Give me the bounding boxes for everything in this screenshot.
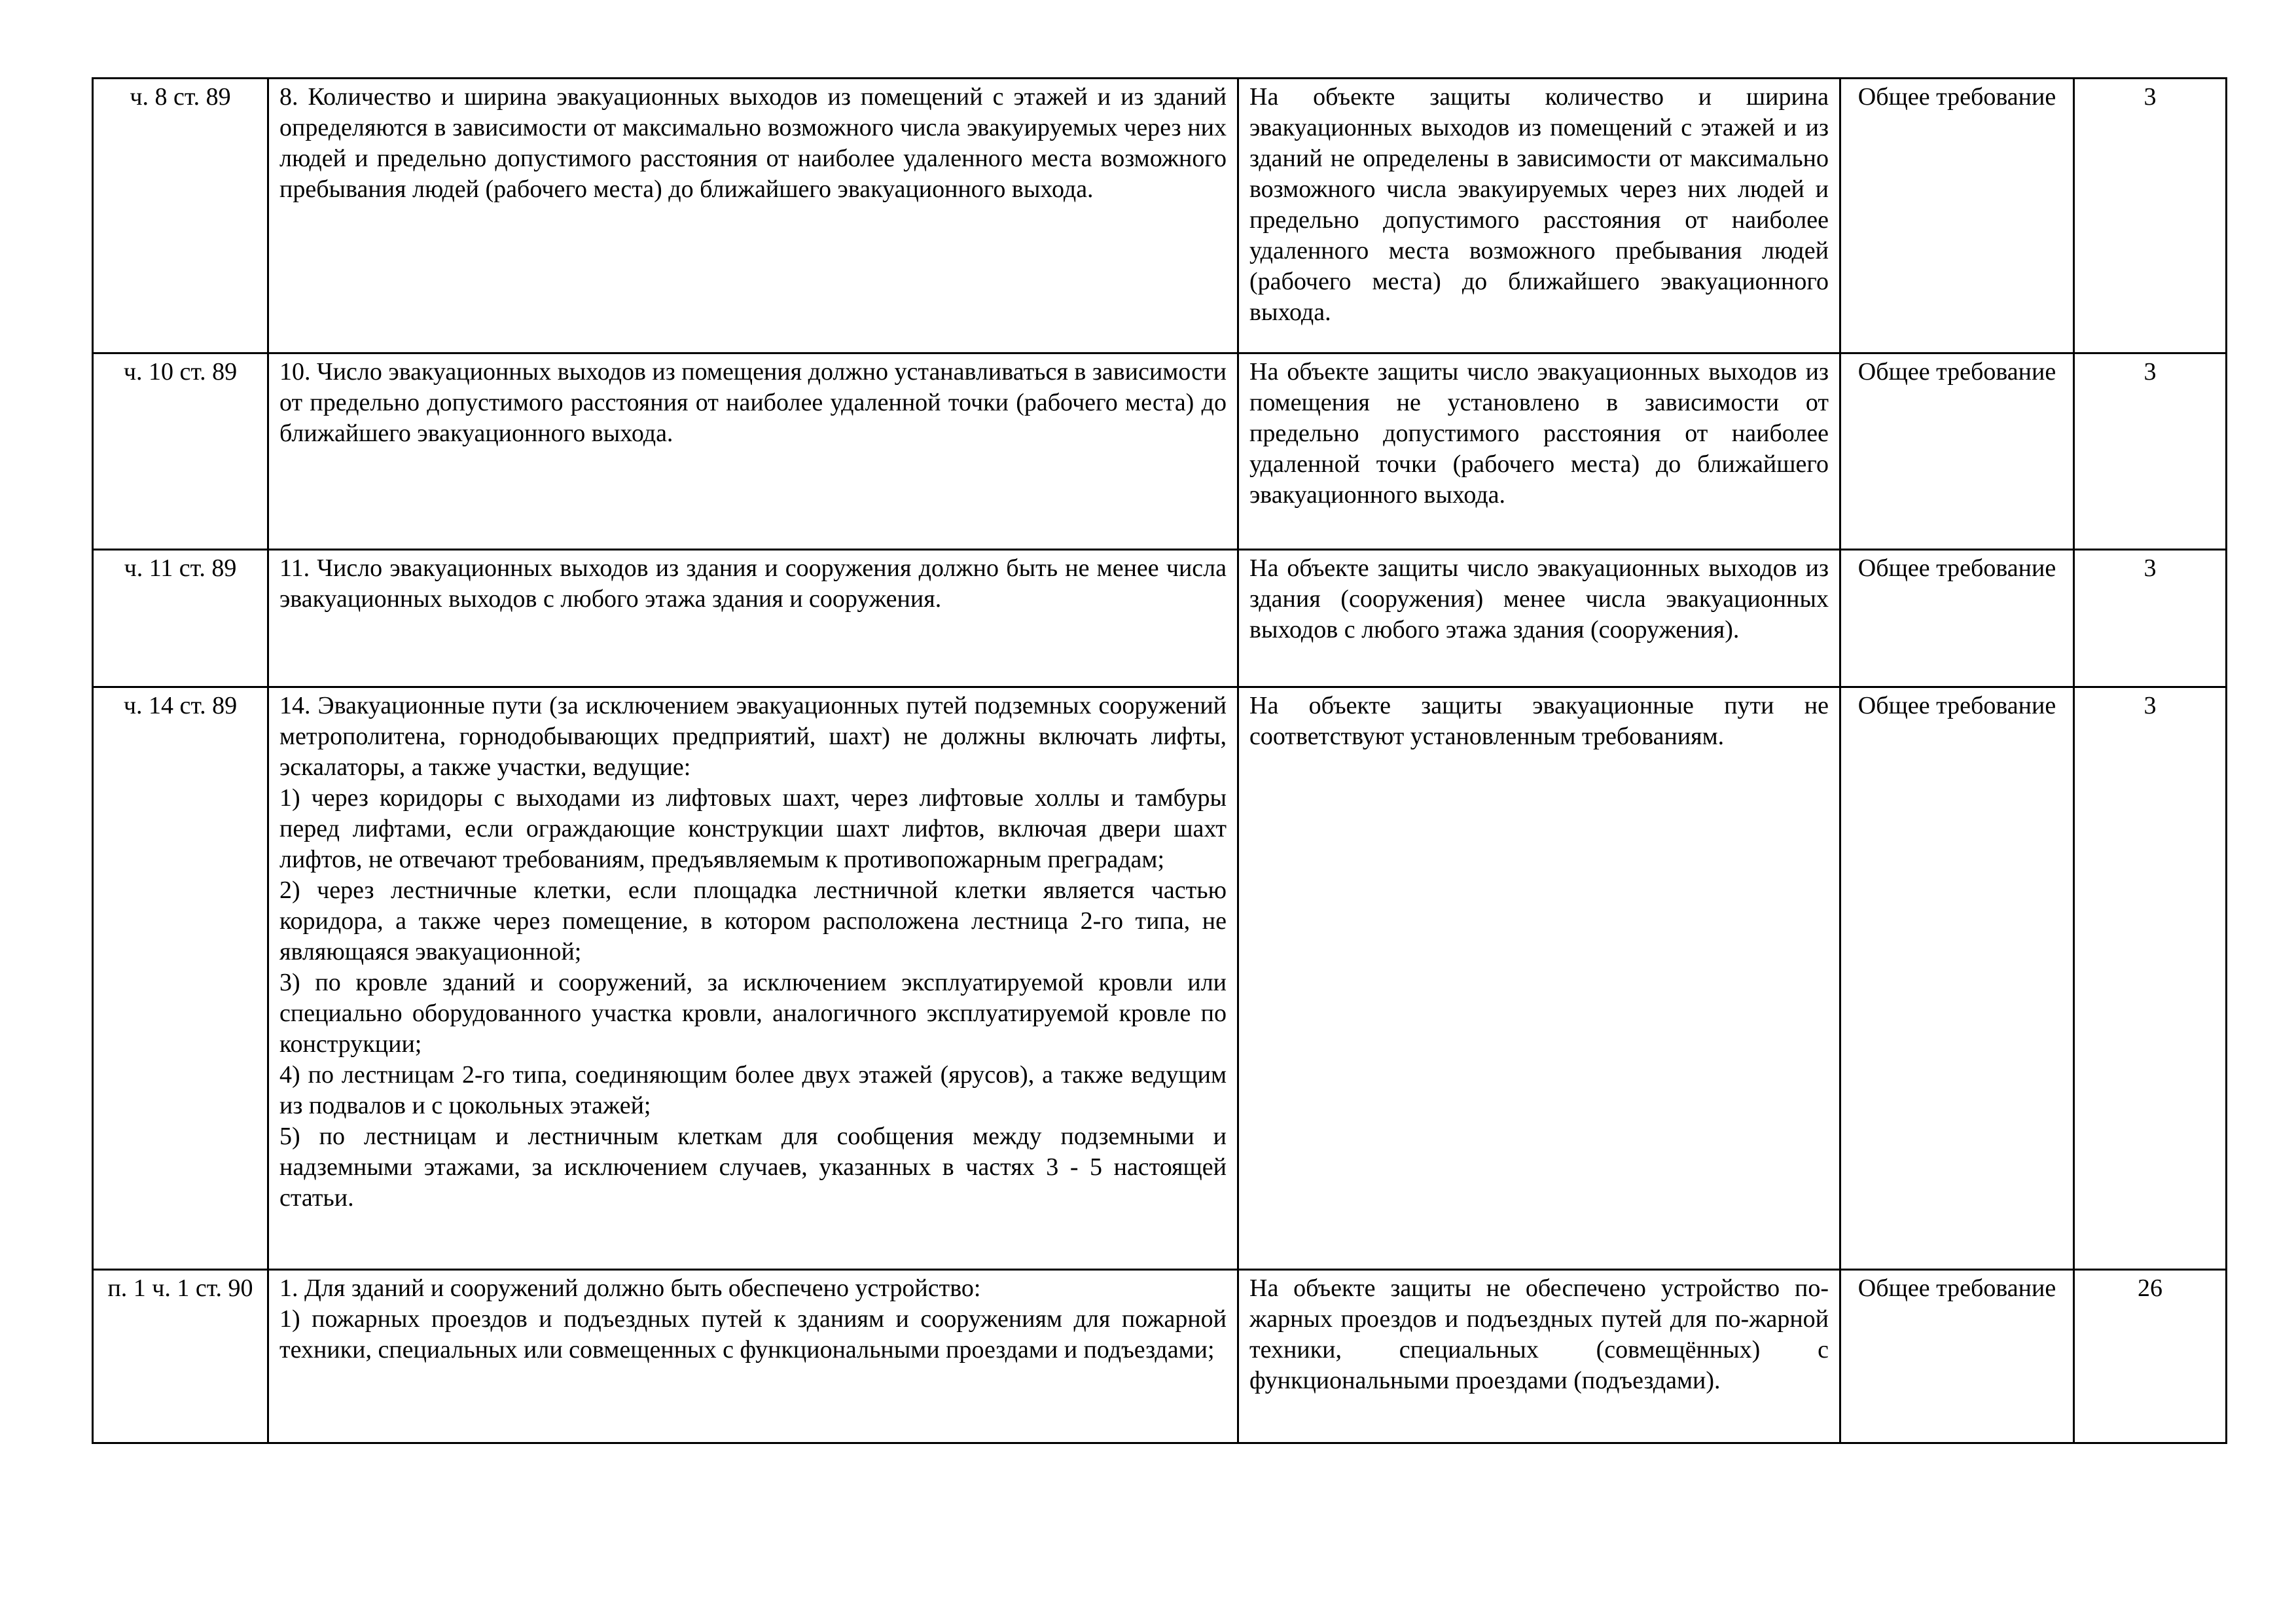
requirement-paragraph: 2) через лестничные клетки, если площадка лестничной клетки является частью коридора, а также через помещение, в котором расположена лестница 2-го типа, не являющаяся эвакуационной; <box>279 876 1227 965</box>
violation-text: На объекте защиты число эвакуационных выходов из здания (сооружения) менее числа эвакуационных выходов с любого этажа здания (сооружения). <box>1238 550 1840 687</box>
requirement-paragraph: 5) по лестницам и лестничным клеткам для сообщения между подземными и надземными этажами, за исключением случаев, указанных в частях 3 - 5 настоящей статьи. <box>279 1123 1227 1212</box>
requirement-kind: Общее требование <box>1840 79 2074 353</box>
table-row <box>93 687 2227 1270</box>
requirement-text <box>268 79 1238 353</box>
requirement-kind: Общее требование <box>1840 1270 2074 1443</box>
violation-text: На объекте защиты не обеспечено устройство по-жарных проездов и подъездных путей для по-жарной техники, специальных (совмещённых) с функциональными проездами (подъездами). <box>1238 1270 1840 1443</box>
norm-reference: п. 1 ч. 1 ст. 90 <box>93 1270 268 1443</box>
requirement-kind: Общее требование <box>1840 550 2074 687</box>
violation-text: На объекте защиты число эвакуационных выходов из помещения не установлено в зависимости от предельно допустимого расстояния от наиболее удаленной точки (рабочего места) до ближайшего эвакуационного выхода. <box>1238 353 1840 550</box>
requirement-paragraph: 1) пожарных проездов и подъездных путей к зданиям и сооружениям для пожарной техники, специальных или совмещенных с функциональными проездами и подъездами; <box>279 1305 1227 1363</box>
item-number: 3 <box>2074 687 2227 1270</box>
requirement-paragraph: 11. Число эвакуационных выходов из здания и сооружения должно быть не менее числа эвакуационных выходов с любого этажа здания и сооружения. <box>279 554 1227 613</box>
item-number: 3 <box>2074 79 2227 353</box>
requirement-text <box>268 550 1238 687</box>
norm-reference: ч. 11 ст. 89 <box>93 550 268 687</box>
requirement-paragraph: 1. Для зданий и сооружений должно быть обеспечено устройство: <box>279 1274 981 1302</box>
requirement-text <box>268 687 1238 1270</box>
table-row <box>93 550 2227 687</box>
table-row <box>93 353 2227 550</box>
item-number: 3 <box>2074 550 2227 687</box>
requirement-paragraph: 8. Количество и ширина эвакуационных выходов из помещений с этажей и из зданий определяются в зависимости от максимально возможного числа эвакуируемых через них людей и предельно допустимого расстояния от наиболее удаленного места возможного пребывания людей (рабочего места) до ближайшего эвакуационного выхода. <box>279 83 1227 203</box>
requirement-kind: Общее требование <box>1840 687 2074 1270</box>
table-row <box>93 79 2227 353</box>
requirement-text <box>268 1270 1238 1443</box>
violation-text: На объекте защиты количество и ширина эвакуационных выходов из помещений с этажей и из зданий не определены в зависимости от максимально возможного числа эвакуируемых через них людей и предельно допустимого расстояния от наиболее удаленного места возможного пребывания людей (рабочего места) до ближайшего эвакуационного выхода. <box>1238 79 1840 353</box>
requirement-kind: Общее требование <box>1840 353 2074 550</box>
norm-reference: ч. 14 ст. 89 <box>93 687 268 1270</box>
requirement-paragraph: 14. Эвакуационные пути (за исключением эвакуационных путей подземных сооружений метрополитена, горнодобывающих предприятий, шахт) не должны включать лифты, эскалаторы, а также участки, ведущие: <box>279 692 1227 781</box>
requirements-table <box>92 77 2227 1444</box>
norm-reference: ч. 8 ст. 89 <box>93 79 268 353</box>
requirement-paragraph: 3) по кровле зданий и сооружений, за исключением эксплуатируемой кровли или специально оборудованного участка кровли, аналогичного эксплуатируемой кровле по конструкции; <box>279 969 1227 1058</box>
requirement-paragraph: 1) через коридоры с выходами из лифтовых шахт, через лифтовые холлы и тамбуры перед лифтами, если ограждающие конструкции шахт лифтов, включая двери шахт лифтов, не отвечают требованиям, предъявляемым к противопожарным преградам; <box>279 784 1227 873</box>
item-number: 26 <box>2074 1270 2227 1443</box>
requirement-text <box>268 353 1238 550</box>
table-row <box>93 1270 2227 1443</box>
violation-text: На объекте защиты эвакуационные пути не соответствуют установленным требованиям. <box>1238 687 1840 1270</box>
requirement-paragraph: 10. Число эвакуационных выходов из помещения должно устанавливаться в зависимости от предельно допустимого расстояния от наиболее удаленной точки (рабочего места) до ближайшего эвакуационного выхода. <box>279 358 1227 447</box>
item-number: 3 <box>2074 353 2227 550</box>
requirement-paragraph: 4) по лестницам 2-го типа, соединяющим более двух этажей (ярусов), а также ведущим из подвалов и с цокольных этажей; <box>279 1061 1227 1119</box>
norm-reference: ч. 10 ст. 89 <box>93 353 268 550</box>
